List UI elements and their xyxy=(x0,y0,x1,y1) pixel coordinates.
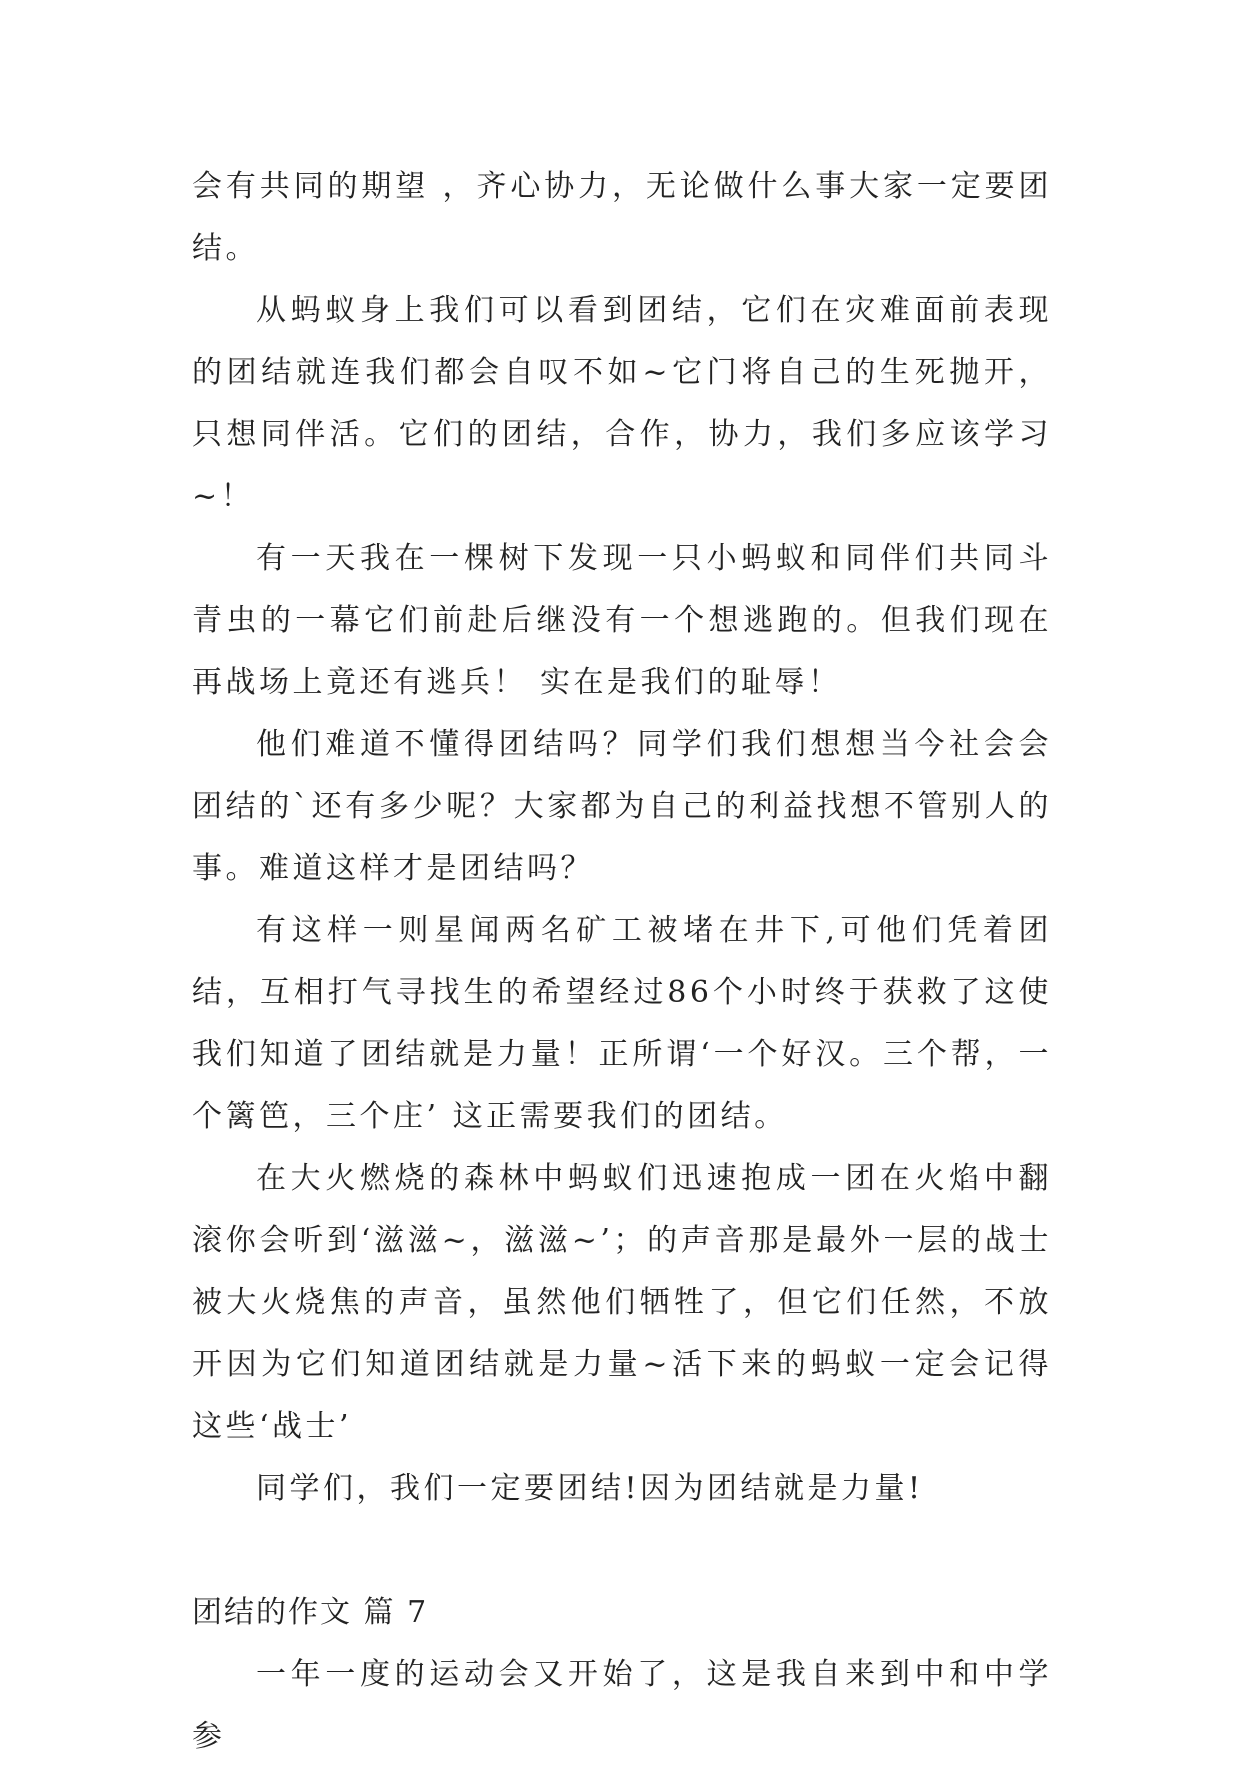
paragraph-question-society: 他们难道不懂得团结吗？同学们我们想想当今社会会团结的`还有多少呢？大家都为自己的利益找想不管别人的事。难道这样才是团结吗？ xyxy=(192,727,1052,886)
paragraph-ants-fight-caterpillar: 有一天我在一棵树下发现一只小蚂蚁和同伴们共同斗青虫的一幕它们前赴后继没有一个想逃跑的。但我们现在再战场上竟还有逃兵！ 实在是我们的耻辱！ xyxy=(192,541,1052,700)
paragraph-forest-fire: 在大火燃烧的森林中蚂蚁们迅速抱成一团在火焰中翻滚你会听到‘滋滋~，滋滋~’；的声音那是最外一层的战士被大火烧焦的声音，虽然他们牺牲了，但它们任然，不放开因为它们知道团结就是力量~活下来的蚂蚁一定会记得这些‘战士’ xyxy=(192,1161,1052,1444)
document-body xyxy=(192,156,1052,1768)
essay-heading: 团结的作文 篇 7 xyxy=(192,1595,429,1630)
paragraph-ants-unity: 从蚂蚁身上我们可以看到团结，它们在灾难面前表现的团结就连我们都会自叹不如~它门将自己的生死抛开，只想同伴活。它们的团结，合作，协力，我们多应该学习~！ xyxy=(192,293,1052,514)
paragraph-continuation: 会有共同的期望 ，齐心协力，无论做什么事大家一定要团结。 xyxy=(192,169,1052,266)
paragraph-sports-meeting: 一年一度的运动会又开始了，这是我自来到中和中学参 xyxy=(192,1657,1052,1754)
paragraph-miners-story: 有这样一则星闻两名矿工被堵在井下,可他们凭着团结，互相打气寻找生的希望经过86个小时终于获救了这使我们知道了团结就是力量！正所谓‘一个好汉。三个帮，一个篱笆，三个庄’ 这正需要我们的团结。 xyxy=(192,913,1052,1134)
paragraph-conclusion: 同学们，我们一定要团结!因为团结就是力量! xyxy=(256,1471,924,1506)
